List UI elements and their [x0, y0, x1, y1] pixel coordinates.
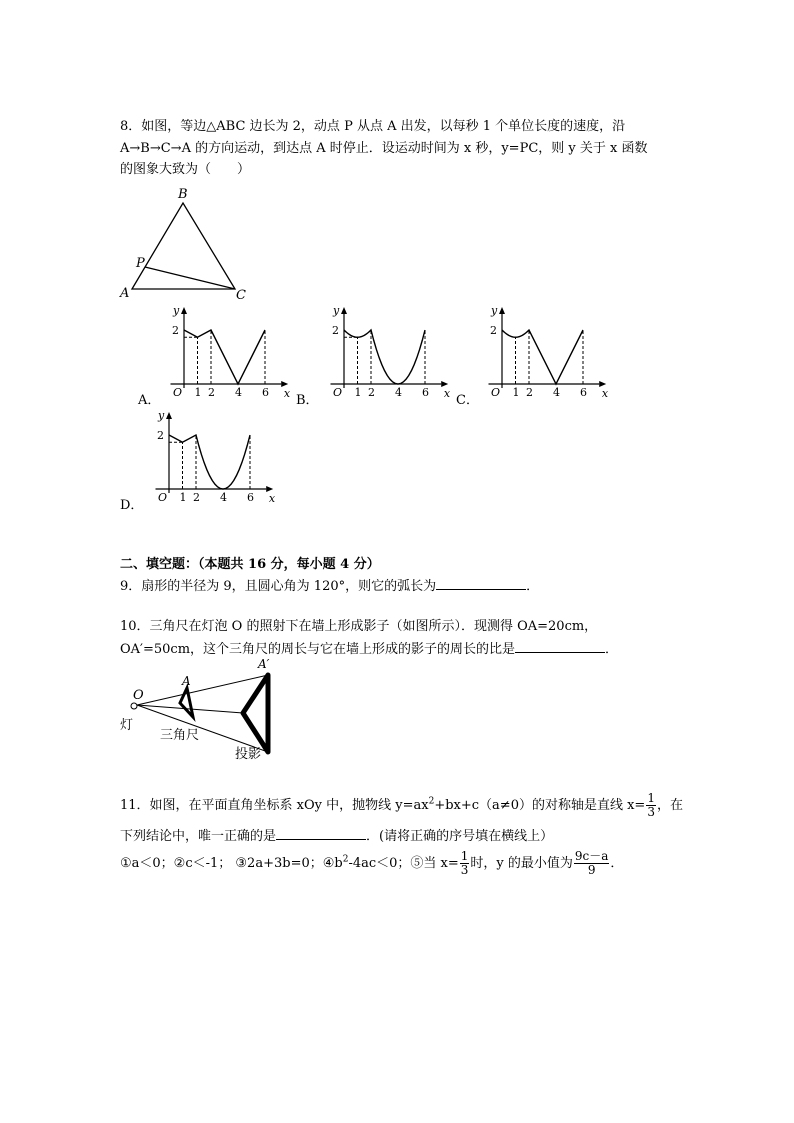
y-arrow: [166, 412, 172, 419]
graph-option-a: [160, 300, 295, 405]
q8-line3: 的图象大致为（ ）: [120, 162, 251, 177]
curve: [344, 330, 425, 384]
tick-4: 4: [235, 386, 242, 399]
tick-1: 1: [179, 491, 187, 504]
tick-1: 1: [194, 386, 202, 399]
q10-line1: 10．三角尺在灯泡 O 的照射下在墙上形成影子（如图所示）．现测得 OA=20cm，: [120, 619, 598, 634]
tick-1: 1: [354, 386, 362, 399]
label-a: A: [182, 674, 191, 688]
tick-y2: 2: [157, 429, 164, 442]
q8-line2: A→B→C→A 的方向运动，到达点 A 时停止．设运动时间为 x 秒，y=PC，则 y 关于 x 函数: [120, 141, 648, 156]
x-label: x: [283, 387, 291, 400]
label-c: C: [236, 288, 246, 303]
fraction-one-third: $\frac{1}{3}$: [647, 791, 655, 819]
section-title: 二、填空题：（本题共 16 分，每小题 4 分）: [120, 557, 380, 572]
label-o: O: [133, 688, 144, 703]
graph-option-b: [320, 300, 455, 405]
q9-answer-blank[interactable]: [436, 577, 526, 590]
curve: [169, 435, 250, 489]
x-label: x: [601, 387, 609, 400]
y-arrow: [499, 307, 505, 314]
q10-line2: OA′=50cm，这个三角尺的周长与它在墙上形成的影子的周长的比是 ．: [120, 642, 619, 657]
tick-6: 6: [247, 491, 254, 504]
tick-4: 4: [220, 491, 227, 504]
option-c-label: C．: [456, 393, 479, 408]
tick-y2: 2: [490, 324, 497, 337]
tick-4: 4: [395, 386, 402, 399]
q11-answer-blank[interactable]: [276, 827, 366, 840]
y-label: y: [173, 304, 180, 317]
q11-line3: ①a＜0；②c＜-1； ③2a+3b=0；$④b^2-4ac<0$；⑤当 x= $\frac{1}{3}$ 时，y 的最小值为 $\frac{9c-a}{9}$ ．: [120, 849, 624, 877]
triangle-figure: [115, 185, 255, 305]
y-label: y: [158, 409, 165, 422]
tick-2: 2: [208, 386, 215, 399]
label-a-prime: A′: [258, 657, 270, 671]
y-label: y: [333, 304, 340, 317]
tick-y2: 2: [172, 324, 179, 337]
q8-line1: 8．如图，等边△ABC 边长为 2，动点 P 从点 A 出发，以每秒 1 个单位长度的速度，沿: [120, 119, 626, 134]
fraction-min-value: $\frac{9c-a}{9}$: [574, 849, 609, 877]
q9-text: 9．扇形的半径为 9，且圆心角为 120°，则它的弧长为: [120, 579, 437, 594]
x-label: x: [268, 492, 276, 505]
tick-6: 6: [580, 386, 587, 399]
label-p: P: [136, 256, 145, 271]
q9: 9．扇形的半径为 9，且圆心角为 120°，则它的弧长为 ．: [120, 579, 540, 594]
option-a-label: A．: [138, 393, 161, 408]
x-label: x: [443, 387, 451, 400]
q11-line2: 下列结论中，唯一正确的是 ．(请将正确的序号填在横线上）: [120, 829, 554, 844]
label-ruler: 三角尺: [160, 728, 200, 743]
origin-label: O: [158, 491, 168, 504]
tick-1: 1: [512, 386, 520, 399]
q11-line1: 11．如图，在平面直角坐标系 xOy 中，抛物线 $y=ax^2+bx+c(a\ne 0)$的对称轴是直线 x= $\frac{1}{3}$ ，在: [120, 791, 683, 819]
origin-label: O: [491, 386, 501, 399]
tick-6: 6: [262, 386, 269, 399]
q10-answer-blank[interactable]: [515, 640, 605, 653]
graph-option-d: [145, 405, 280, 510]
option-b-label: B．: [296, 393, 319, 408]
label-b: B: [178, 187, 188, 202]
tick-6: 6: [422, 386, 429, 399]
graph-option-c: [478, 300, 613, 405]
label-lamp: 灯: [120, 718, 134, 733]
tick-4: 4: [553, 386, 560, 399]
tick-y2: 2: [332, 324, 339, 337]
tick-2: 2: [526, 386, 533, 399]
origin-label: O: [173, 386, 183, 399]
label-a: A: [120, 286, 130, 301]
tick-2: 2: [368, 386, 375, 399]
y-arrow: [341, 307, 347, 314]
curve: [184, 330, 265, 384]
fraction-one-third-2: $\frac{1}{3}$: [460, 849, 469, 877]
y-arrow: [181, 307, 187, 314]
y-label: y: [491, 304, 498, 317]
curve: [502, 330, 583, 384]
origin-label: O: [333, 386, 343, 399]
projection-figure: [115, 655, 285, 765]
option-d-label: D．: [120, 498, 144, 513]
tick-2: 2: [193, 491, 200, 504]
label-shadow: 投影: [235, 747, 262, 762]
